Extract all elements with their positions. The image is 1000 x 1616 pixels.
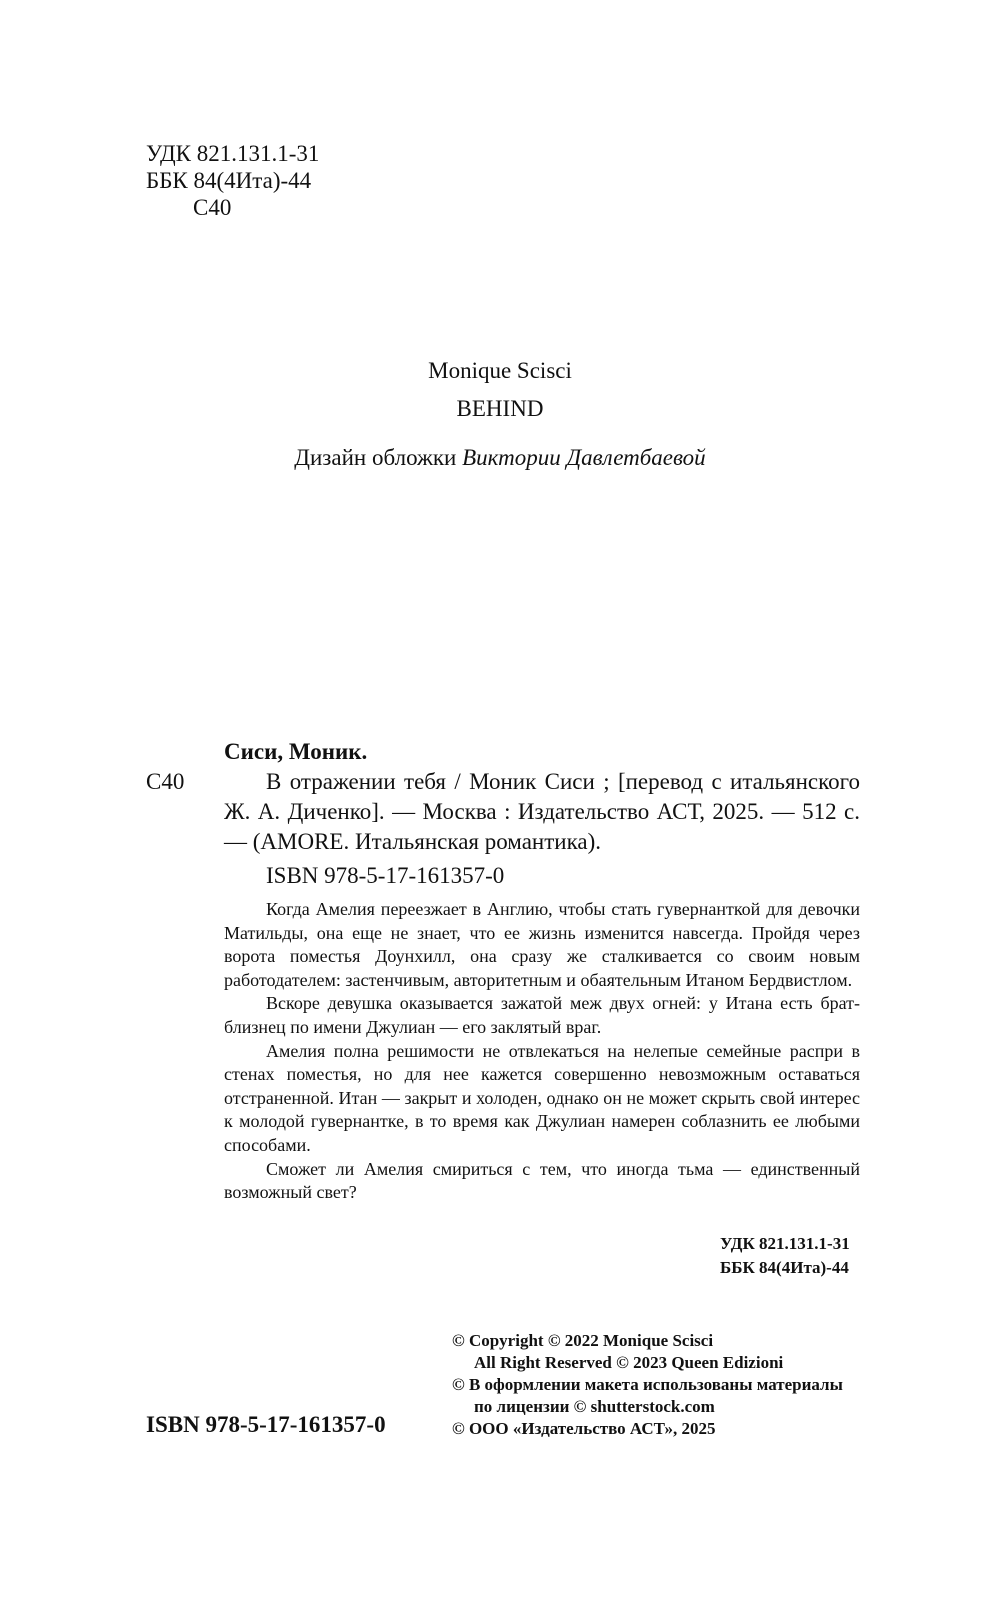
bibliography-cipher: С40 xyxy=(146,769,185,794)
cover-designer-name: Виктории Давлетбаевой xyxy=(462,445,706,470)
copyright-line: по лицензии © shutterstock.com xyxy=(474,1397,715,1416)
copyright-line: All Right Reserved © 2023 Queen Edizioni xyxy=(474,1353,784,1372)
classification-codes xyxy=(720,1232,850,1280)
bibliography-description: В отражении тебя / Моник Сиси ; [перевод с итальянского Ж. А. Диченко]. — Москва : Издательство АСТ, 2025. — 512 с. — (AMORE. Итальянская романтика). xyxy=(224,769,860,854)
annotation-paragraph: Вскоре девушка оказывается зажатой меж двух огней: у Итана есть брат-близнец по имени Джулиан — его заклятый враг. xyxy=(224,993,860,1037)
classification-udk: УДК 821.131.1-31 xyxy=(720,1234,850,1253)
cover-design-credit xyxy=(0,445,1000,471)
original-title: BEHIND xyxy=(456,396,544,421)
header-udk: УДК 821.131.1-31 xyxy=(146,141,320,166)
bibliography-author: Сиси, Моник. xyxy=(224,739,368,764)
copyright-line: © В оформлении макета использованы материалы xyxy=(452,1375,843,1394)
header-bbk: ББК 84(4Ита)-44 xyxy=(146,168,312,193)
classification-bbk: ББК 84(4Ита)-44 xyxy=(720,1258,849,1277)
copyright-line: © ООО «Издательство АСТ», 2025 xyxy=(452,1419,716,1438)
isbn-bottom: ISBN 978-5-17-161357-0 xyxy=(146,1412,386,1437)
header-codes xyxy=(146,140,319,221)
original-author: Monique Scisci xyxy=(428,358,572,383)
copyright-line: © Copyright © 2022 Monique Scisci xyxy=(452,1331,714,1350)
annotation xyxy=(224,898,860,1205)
cover-design-prefix: Дизайн обложки xyxy=(294,445,463,470)
annotation-paragraph: Амелия полна решимости не отвлекаться на нелепые семейные распри в стенах поместья, но для нее кажется совершенно невозможным оставаться отстраненной. Итан — закрыт и холоден, однако он не может скрыть свой интерес к молодой гувернантке, в то время как Джулиан намерен соблазнить ее любыми способами. xyxy=(224,1040,860,1155)
copyright-block xyxy=(452,1330,843,1440)
header-cipher: С40 xyxy=(193,195,232,220)
bibliographic-record xyxy=(224,737,860,891)
annotation-paragraph: Сможет ли Амелия смириться с тем, что иногда тьма — единственный возможный свет? xyxy=(224,1158,860,1203)
annotation-paragraph: Когда Амелия переезжает в Англию, чтобы стать гувернанткой для девочки Матильды, она еще не знает, что ее жизнь изменится навсегда. Пройдя через ворота поместья Доунхилл, она сразу же сталкивается со своим новым работодателем: застенчивым, авторитетным и обаятельным Итаном Бердвистлом. xyxy=(224,899,860,990)
bibliography-isbn: ISBN 978-5-17-161357-0 xyxy=(266,863,505,888)
